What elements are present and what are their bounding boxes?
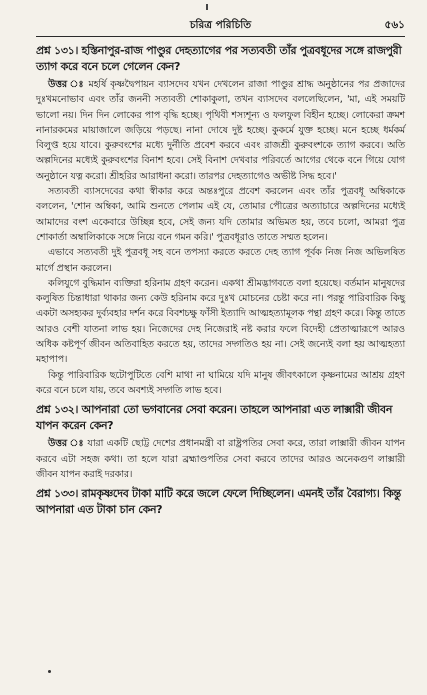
print-dot (48, 670, 51, 673)
page-body (36, 43, 405, 517)
chapter-title: চরিত্র পরিচিতি (189, 19, 252, 31)
question-131: প্রশ্ন ১৩১। হস্তিনাপুর-রাজ পাণ্ডুর দেহত্যাগের পর সত্যবতী তাঁর পুত্রবধূদের সঙ্গে রাজপুরী ত্যাগ করে বনে চলে গেলেন কেন? (36, 44, 402, 73)
answer-label: উত্তর ঃ (48, 438, 84, 450)
paragraph-family: কিন্তু পারিবারিক ছটোপুটিতে বেশি মাথা না ঘামিয়ে যদি মানুষ জীবৎকালে কৃষ্ণনামের আশ্রয় গ্রহণ করে বনে চলে যায়, তবে অবশ্যই সদ্গতি লাভ হবে। (36, 369, 405, 396)
question-133: প্রশ্ন ১৩৩। রামকৃষ্ণদেব টাকা মাটি করে জলে ফেলে দিচ্ছিলেন। এমনই তাঁর বৈরাগ্য। কিন্তু আপনারা এত টাকা চান কেন? (36, 487, 401, 516)
paragraph-departure: এভাবে সত্যবতী দুই পুত্রবধূ সহ বনে তপস্যা করতে করতে দেহ ত্যাগ পূর্বক নিজ নিজ অভিলষিত মার্গে প্রস্থান করলেন। (36, 247, 405, 274)
paragraph-kaliyuga: কলিযুগে বুদ্ধিমান ব্যক্তিরা হরিনাম গ্রহণ করেন। একথা শ্রীমদ্ভাগবতে বলা হয়েছে। বর্তমান মানুষদের কলুষিত চিন্তাধারা থাকার জন্য কেউ হরিনাম করে দুঃখ মোচনের চেষ্টা করে না। পরন্তু পারিবারিক কিছু একটা অসহ্যকর দুর্ব্যবহার দর্শন করে বিবশচক্ষু ফাঁসী ইত্যাদি আত্মহত্যামূলক পন্থা গ্রহণ করে। কিন্তু তাতে আরও বেশী যাতনা লাভ হয়। নিজেদের দেহ নিজেরাই নষ্ট করার ফলে বিদেহী প্রেতাত্মারূপে আরও অধিক কষ্টপূর্ণ জীবন অতিবাহিত করতে হয়, তাদের সদ্গতিও হয় না। সেই জন্যেই বলা হয় আত্মহত্যা মহাপাপ। (36, 277, 405, 366)
header-rule (36, 36, 405, 37)
paragraph-satyavati: সত্যবতী ব্যাসদেবের কথা স্বীকার করে অন্তঃপুরে প্রবেশ করলেন এবং তাঁর পুত্রবধূ অম্বিকাকে বললেন, 'শোন অম্বিকা, আমি শুনতে পেলাম এই যে, তোমার পৌত্রের অত্যাচারে অল্পদিনের মধ্যেই আমাদের বংশ একেবারে উচ্ছিন্ন হবে, সেই জন্য যদি তোমার অভিমত হয়, তবে চলো, আমরা পুত্র শোকার্তা অম্বালিকাকে সঙ্গে নিয়ে বনে গমন করি।' পুত্রবধূরাও তাতে সম্মত হলেন। (36, 186, 405, 243)
answer-text: যারা একটি ছোট্ট দেশের প্রধানমন্ত্রী বা রাষ্ট্রপতির সেবা করে, তারা লাক্সারী জীবন যাপন করবে এটা সহজ কথা। তা হলে যারা ব্রহ্মাণ্ডপতির সেবা করবে তাদের আরও অনেকগুণ লাক্সারী জীবন যাপন করাই দরকার। (36, 438, 406, 480)
question-132: প্রশ্ন ১৩২। আপনারা তো ভগবানের সেবা করেন। তাহলে আপনারা এত লাক্সারী জীবন যাপন করেন কেন? (36, 403, 393, 432)
print-mark (206, 4, 208, 10)
page-number: ৫৬১ (384, 19, 405, 31)
answer-text: মহর্ষি কৃষ্ণদ্বৈপায়ন ব্যাসদেব যখন দেখলেন রাজা পাণ্ডুর শ্রাদ্ধ অনুষ্ঠানের পর প্রজাদের দুঃখমনোভাব এবং তাঁর জননী সত্যবতী শোকাকুলা, তখন ব্যাসদেব বললেছিলেন, 'মা, এই সময়টি ভালো নয়। দিন দিন লোকের পাপ বৃদ্ধি হচ্ছে। পৃথিবী শস্যশূন্য ও ফলফুল বিহীন হচ্ছে। লোকেরা ক্রমশ নানারকমের মায়াজালে জড়িয়ে পড়ছে। নানা দোষে দুষ্ট হচ্ছে। কুকর্মে যুক্ত হচ্ছে। মনে হচ্ছে ধর্মকর্ম বিলুপ্ত হয়ে যাবে। কুরুবংশের মধ্যে দুর্নীতি প্রবেশ করবে এবং রাজশ্রী কুরুবংশকে ত্যাগ করবে। অতি অল্পদিনের মধ্যেই কুরুবংশের বিনাশ হবে। সেই বিনাশ দেখবার পরিবর্তে আগের থেকে বনে গিয়ে যোগ অনুষ্ঠানে যত্ন করো। শ্রীহরির আরাধনা করো। তারপর দেহত্যাগেও অভীষ্ট সিদ্ধ হবে।' (36, 79, 405, 182)
answer-132 (36, 436, 405, 482)
answer-label: উত্তর ঃ (48, 79, 85, 90)
answer-131 (36, 77, 405, 184)
running-header (36, 16, 405, 36)
